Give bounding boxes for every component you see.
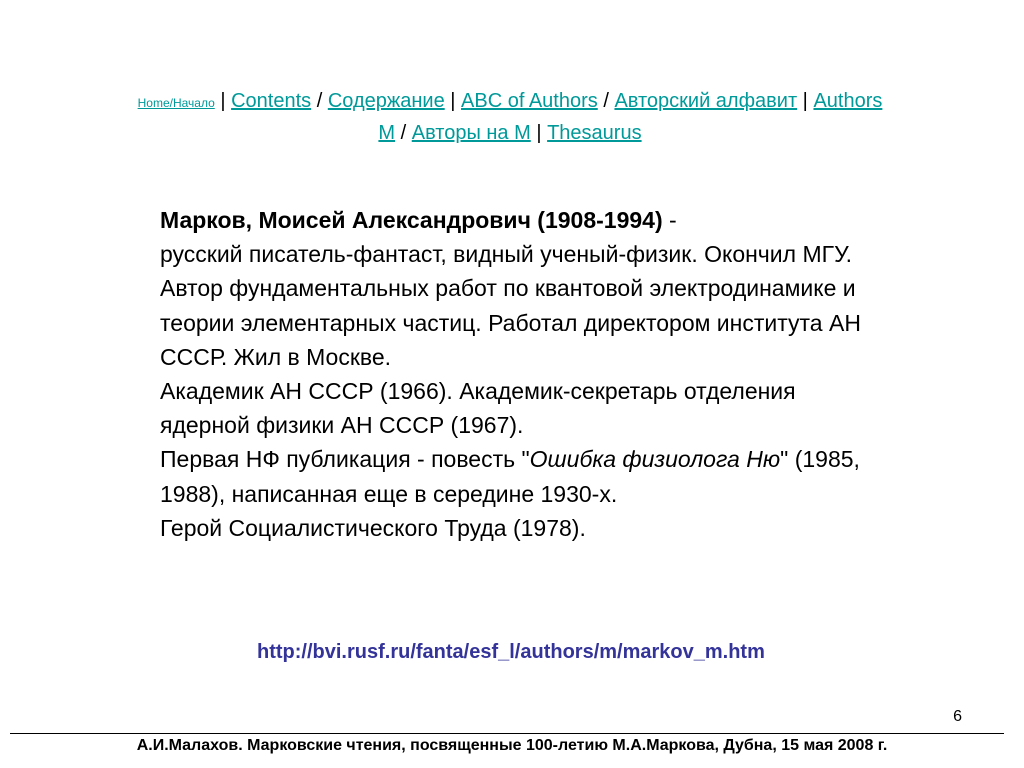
nav-separator: / [311,90,328,112]
bio-paragraph-3 [160,442,880,510]
footer-divider [10,733,1004,734]
bio-paragraph-2: Академик АН СССР (1966). Академик-секретарь отделения ядерной физики АН СССР (1967). [160,378,796,439]
authors-m-ru-link[interactable]: Авторы на М [411,122,531,144]
authors-m-link[interactable]: Authors M [378,90,883,144]
author-biography [160,203,880,545]
abc-authors-ru-link[interactable]: Авторский алфавит [614,90,798,112]
nav-separator: / [597,90,615,112]
abc-authors-link[interactable]: ABC of Authors [461,90,598,112]
first-publication-text: Первая НФ публикация - повесть " [160,446,530,473]
story-title: Ошибка физиолога Ню [529,446,781,473]
bio-paragraph-1: русский писатель-фантаст, видный ученый-физик. Окончил МГУ. Автор фундаментальных работ по квантовой электродинамике и теории элементарных частиц. Работал директором института АН СССР. Жил в Москве. [160,241,861,370]
thesaurus-link[interactable]: Thesaurus [547,122,642,144]
home-link[interactable]: Home/Начало [137,96,215,110]
navigation-links [130,86,890,148]
footer-caption: А.И.Малахов. Марковские чтения, посвященные 100-летию М.А.Маркова, Дубна, 15 мая 2008 г. [136,737,888,754]
contents-link[interactable]: Contents [231,90,312,112]
name-dash: - [662,207,677,233]
nav-separator: | [214,90,232,112]
author-name: Марков, Моисей Александрович (1908-1994) [160,207,663,233]
nav-separator: | [444,90,462,112]
contents-ru-link[interactable]: Содержание [327,90,445,112]
nav-separator: | [530,122,548,144]
page-number: 6 [953,708,962,725]
nav-separator: | [797,90,814,112]
source-url-link[interactable]: http://bvi.rusf.ru/fanta/esf_l/authors/m/markov_m.htm [257,641,765,663]
first-publication-details: " (1985, 1988), написанная еще в середине 1930-х. [160,446,860,507]
bio-paragraph-4: Герой Социалистического Труда (1978). [160,514,586,541]
nav-separator: / [395,122,412,144]
bio-heading-paragraph [160,203,880,237]
